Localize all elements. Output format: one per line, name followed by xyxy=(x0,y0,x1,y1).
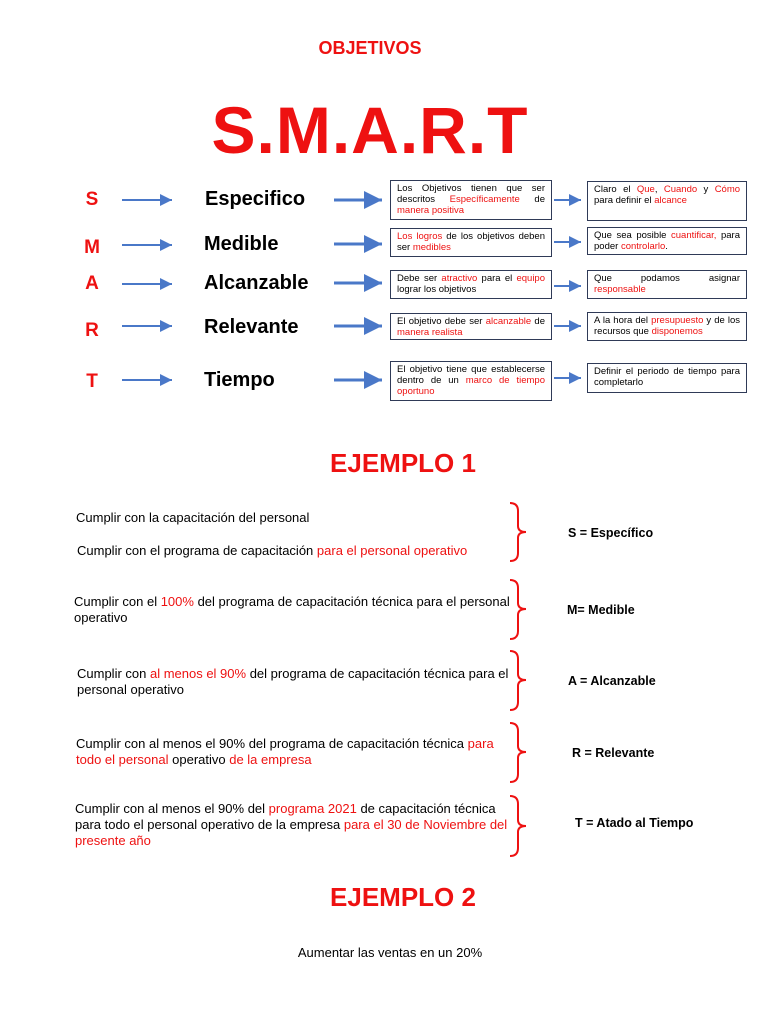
text-segment: El objetivo debe ser xyxy=(397,316,486,327)
example-1-title: EJEMPLO 1 xyxy=(330,448,476,478)
smart-acronym-title: S.M.A.R.T xyxy=(211,93,529,167)
highlighted-text: controlarlo xyxy=(620,241,666,252)
text-segment: Cumplir con al menos el 90% del programa de capacitación técnica xyxy=(76,736,468,751)
text-segment: Los Objetivos tienen que ser descritos xyxy=(397,183,545,205)
label-medible: M= Medible xyxy=(567,603,635,617)
brace-t xyxy=(510,796,526,856)
text-segment: para definir el xyxy=(594,195,655,206)
highlighted-text: marco de tiempo oportuno xyxy=(397,375,545,397)
text-segment: Cumplir con xyxy=(77,666,150,681)
text-segment: Que podamos asignar xyxy=(594,273,740,284)
text-segment: El objetivo tiene que establecerse dentro de un xyxy=(397,364,545,386)
term-alcanzable: Alcanzable xyxy=(204,272,309,294)
text-segment: Claro el xyxy=(594,184,637,195)
letter-t: T xyxy=(86,371,98,392)
text-segment: para poder xyxy=(594,230,740,252)
letter-a: A xyxy=(85,273,99,294)
text-segment: , xyxy=(654,184,664,195)
text-segment: de xyxy=(531,316,545,327)
highlighted-text: Que xyxy=(636,184,655,195)
highlighted-text: Específicamente xyxy=(449,194,520,205)
label-relevante: R = Relevante xyxy=(572,746,655,760)
highlighted-text: Los logros xyxy=(397,231,443,242)
highlighted-text: manera positiva xyxy=(397,205,465,216)
text-segment: . xyxy=(665,241,668,252)
highlighted-text: Cómo xyxy=(714,184,741,195)
highlighted-text: 100% xyxy=(160,594,194,609)
highlighted-text: presupuesto xyxy=(651,315,704,326)
highlighted-text: para el personal operativo xyxy=(316,543,468,558)
label-especifico: S = Específico xyxy=(568,526,654,540)
text-segment: operativo xyxy=(168,752,230,767)
highlighted-text: medibles xyxy=(412,242,451,253)
term-relevante: Relevante xyxy=(204,316,299,338)
text-segment: Que sea posible xyxy=(594,230,672,241)
text-segment: del programa de capacitación técnica para el personal operativo xyxy=(77,666,509,697)
text-segment: y xyxy=(697,184,715,195)
example-text-t xyxy=(75,801,511,849)
highlighted-text: para todo el personal xyxy=(76,736,494,767)
example-base-goal: Cumplir con la capacitación del personal xyxy=(76,510,310,525)
brace-a xyxy=(510,651,526,710)
text-segment: Cumplir con al menos el 90% del xyxy=(75,801,269,816)
text-segment: Cumplir con el xyxy=(74,594,161,609)
objetivos-heading: OBJETIVOS xyxy=(318,38,422,58)
highlighted-text: atractivo xyxy=(441,273,478,284)
text-segment: Cumplir con el programa de capacitación xyxy=(77,543,317,558)
letter-r: R xyxy=(85,320,99,341)
highlighted-text: alcance xyxy=(654,195,687,206)
letter-m: M xyxy=(84,237,100,258)
text-segment: de los objetivos deben ser xyxy=(397,231,545,253)
brace-r xyxy=(510,723,526,782)
example-2-goal: Aumentar las ventas en un 20% xyxy=(297,945,483,960)
highlighted-text: Cuando xyxy=(663,184,698,195)
highlighted-text: manera realista xyxy=(397,327,463,338)
highlighted-text: cuantificar, xyxy=(671,230,717,241)
highlighted-text: programa 2021 xyxy=(268,801,357,816)
text-segment: de xyxy=(519,194,545,205)
text-segment: A la hora del xyxy=(594,315,652,326)
example-text-a xyxy=(77,666,509,698)
highlighted-text: al menos el 90% xyxy=(149,666,247,681)
highlighted-text: equipo xyxy=(516,273,545,284)
text-segment: Definir el periodo de tiempo para completarlo xyxy=(594,366,740,388)
term-especifico: Especifico xyxy=(205,188,306,210)
text-segment: lograr los objetivos xyxy=(397,284,477,295)
text-segment: para el xyxy=(477,273,517,284)
label-tiempo: T = Atado al Tiempo xyxy=(575,816,694,830)
term-medible: Medible xyxy=(204,233,279,255)
highlighted-text: responsable xyxy=(594,284,646,295)
highlighted-text: de la empresa xyxy=(229,752,312,767)
example-text-m xyxy=(74,594,514,626)
term-tiempo: Tiempo xyxy=(204,369,275,391)
text-segment: de capacitación técnica para todo el personal operativo de la empresa xyxy=(75,801,496,832)
text-segment: Debe ser xyxy=(397,273,442,284)
highlighted-text: disponemos xyxy=(651,326,703,337)
example-2-title: EJEMPLO 2 xyxy=(330,882,476,912)
example-text-s xyxy=(77,543,517,559)
highlighted-text: para el 30 de Noviembre del presente año xyxy=(75,817,508,848)
example-text-r xyxy=(76,736,508,768)
highlighted-text: alcanzable xyxy=(485,316,532,327)
text-segment: y de los recursos que xyxy=(594,315,740,337)
letter-s: S xyxy=(85,189,99,210)
label-alcanzable: A = Alcanzable xyxy=(568,674,656,688)
text-segment: del programa de capacitación técnica para el personal operativo xyxy=(74,594,510,625)
